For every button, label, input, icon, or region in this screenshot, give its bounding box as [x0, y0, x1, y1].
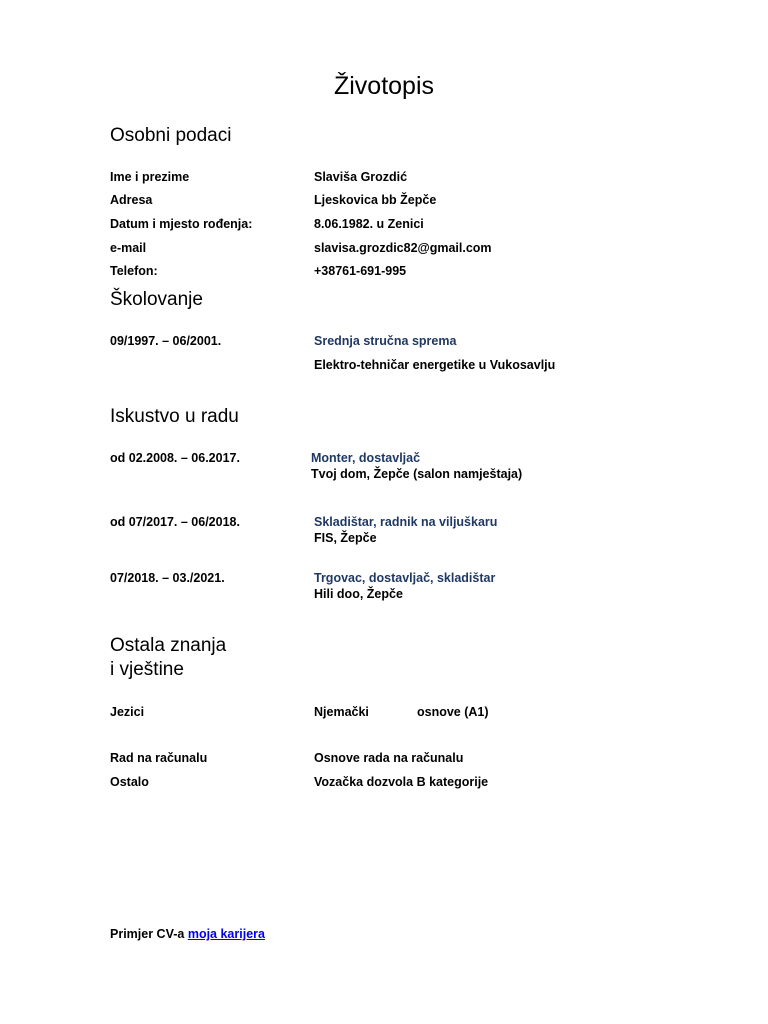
value-language: Njemački — [314, 705, 369, 719]
experience-2-title: Skladištar, radnik na viljuškaru — [314, 515, 498, 529]
value-computer: Osnove rada na računalu — [314, 751, 464, 765]
footer-text: Primjer CV-a — [110, 927, 188, 941]
value-birth: 8.06.1982. u Zenici — [314, 217, 424, 231]
experience-2-detail: FIS, Žepče — [314, 531, 377, 545]
experience-2-period: od 07/2017. – 06/2018. — [110, 515, 240, 529]
section-heading-skills-line1: Ostala znanja — [110, 635, 227, 656]
section-heading-experience: Iskustvo u radu — [110, 406, 239, 427]
experience-3-period: 07/2018. – 03./2021. — [110, 571, 225, 585]
value-language-level: osnove (A1) — [417, 705, 489, 719]
label-languages: Jezici — [110, 705, 145, 719]
section-heading-education: Školovanje — [110, 289, 203, 310]
value-address: Ljeskovica bb Žepče — [314, 193, 437, 207]
experience-3-title: Trgovac, dostavljač, skladištar — [314, 571, 496, 585]
education-period: 09/1997. – 06/2001. — [110, 334, 222, 348]
document-title: Životopis — [333, 72, 435, 100]
label-name: Ime i prezime — [110, 170, 190, 184]
education-title: Srednja stručna sprema — [314, 334, 457, 348]
education-detail: Elektro-tehničar energetike u Vukosavlju — [314, 358, 556, 372]
value-name: Slaviša Grozdić — [314, 170, 408, 184]
value-email: slavisa.grozdic82@gmail.com — [314, 241, 492, 255]
section-heading-personal: Osobni podaci — [110, 125, 232, 146]
value-other: Vozačka dozvola B kategorije — [314, 775, 489, 789]
label-birth: Datum i mjesto rođenja: — [110, 217, 253, 231]
experience-1-period: od 02.2008. – 06.2017. — [110, 451, 240, 465]
footer-note — [110, 927, 265, 941]
label-email: e-mail — [110, 241, 147, 255]
label-other: Ostalo — [110, 775, 149, 789]
label-address: Adresa — [110, 193, 153, 207]
experience-1-detail: Tvoj dom, Žepče (salon namještaja) — [311, 467, 523, 481]
section-heading-skills-line2: i vještine — [110, 659, 184, 680]
label-phone: Telefon: — [110, 264, 158, 278]
footer-link[interactable]: moja karijera — [187, 927, 265, 941]
label-computer: Rad na računalu — [110, 751, 208, 765]
experience-1-title: Monter, dostavljač — [311, 451, 421, 465]
experience-3-detail: Hili doo, Žepče — [314, 587, 403, 601]
value-phone: +38761-691-995 — [314, 264, 407, 278]
